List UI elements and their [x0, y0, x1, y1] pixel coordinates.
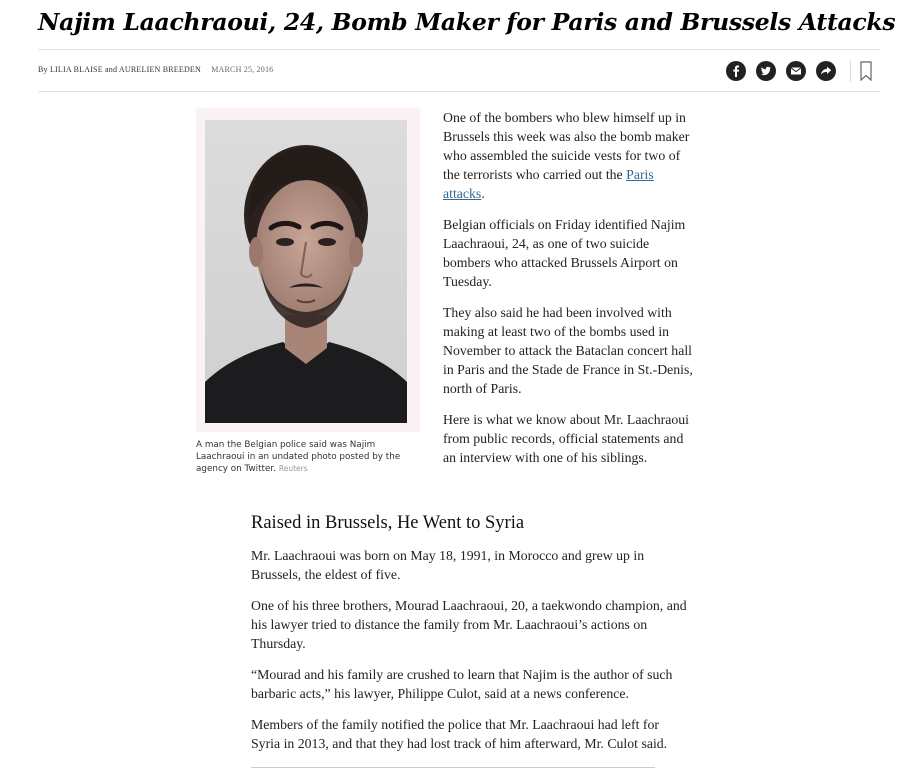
- byline-joiner: and: [105, 65, 118, 74]
- byline-divider: [38, 91, 880, 92]
- twitter-icon[interactable]: [756, 61, 776, 81]
- photo-credit: Reuters: [278, 464, 308, 473]
- body-paragraph-3: “Mourad and his family are crushed to learn that Najim is the author of such barbaric acts,” his lawyer, Philippe Culot, said at a news conference.: [251, 667, 673, 701]
- portrait-image: [205, 120, 407, 423]
- email-icon[interactable]: [786, 61, 806, 81]
- photo-caption: [196, 439, 410, 475]
- intro-p1-end: .: [481, 186, 485, 201]
- body-paragraph-4: Members of the family notified the police that Mr. Laachraoui had left for Syria in 2013, and that they had lost track of him afterward, Mr. Culot said.: [251, 717, 668, 751]
- author-link-2[interactable]: AURELIEN BREEDEN: [118, 65, 202, 74]
- facebook-icon[interactable]: [726, 61, 746, 81]
- article-body: [251, 511, 691, 765]
- headline: Najim Laachraoui, 24, Bomb Maker for Paris and Brussels Attacks: [38, 8, 896, 36]
- section-divider: [251, 767, 655, 768]
- intro-paragraph-4: Here is what we know about Mr. Laachraoui from public records, official statements and an interview with one of his siblings.: [443, 412, 689, 465]
- bookmark-icon[interactable]: [859, 61, 873, 81]
- caption-text: A man the Belgian police said was Najim Laachraoui in an undated photo posted by the agency on Twitter.: [196, 440, 401, 474]
- paris-attacks-link[interactable]: Paris attacks: [443, 167, 654, 201]
- share-separator: [850, 60, 851, 82]
- share-tools: [726, 60, 873, 82]
- header-divider: [38, 49, 880, 50]
- intro-p1-text: One of the bombers who blew himself up in Brussels this week was also the bomb maker who assembled the suicide vests for two of the terrorists who carried out the: [443, 110, 690, 182]
- intro-paragraph-2: Belgian officials on Friday identified Najim Laachraoui, 24, as one of two suicide bombers who attacked Brussels Airport on Tuesday.: [443, 217, 686, 289]
- body-paragraph-2: One of his three brothers, Mourad Laachraoui, 20, a taekwondo champion, and his lawyer tried to distance the family from Mr. Laachraoui’s actions on Thursday.: [251, 598, 687, 651]
- intro-column: [443, 108, 693, 479]
- intro-paragraph-3: They also said he had been involved with making at least two of the bombs used in November to attack the Bataclan concert hall in Paris and the Stade de France in St.-Denis, north of Paris.: [443, 305, 693, 396]
- section-heading: Raised in Brussels, He Went to Syria: [251, 513, 525, 533]
- share-icon[interactable]: [816, 61, 836, 81]
- lead-photo: [196, 108, 420, 432]
- author-link-1[interactable]: LILIA BLAISE: [49, 65, 103, 74]
- byline: [38, 65, 273, 74]
- publish-date: MARCH 25, 2016: [211, 65, 274, 74]
- byline-prefix: By: [38, 65, 48, 74]
- body-paragraph-1: Mr. Laachraoui was born on May 18, 1991, in Morocco and grew up in Brussels, the eldest of five.: [251, 548, 645, 582]
- intro-paragraph-1: [443, 108, 693, 203]
